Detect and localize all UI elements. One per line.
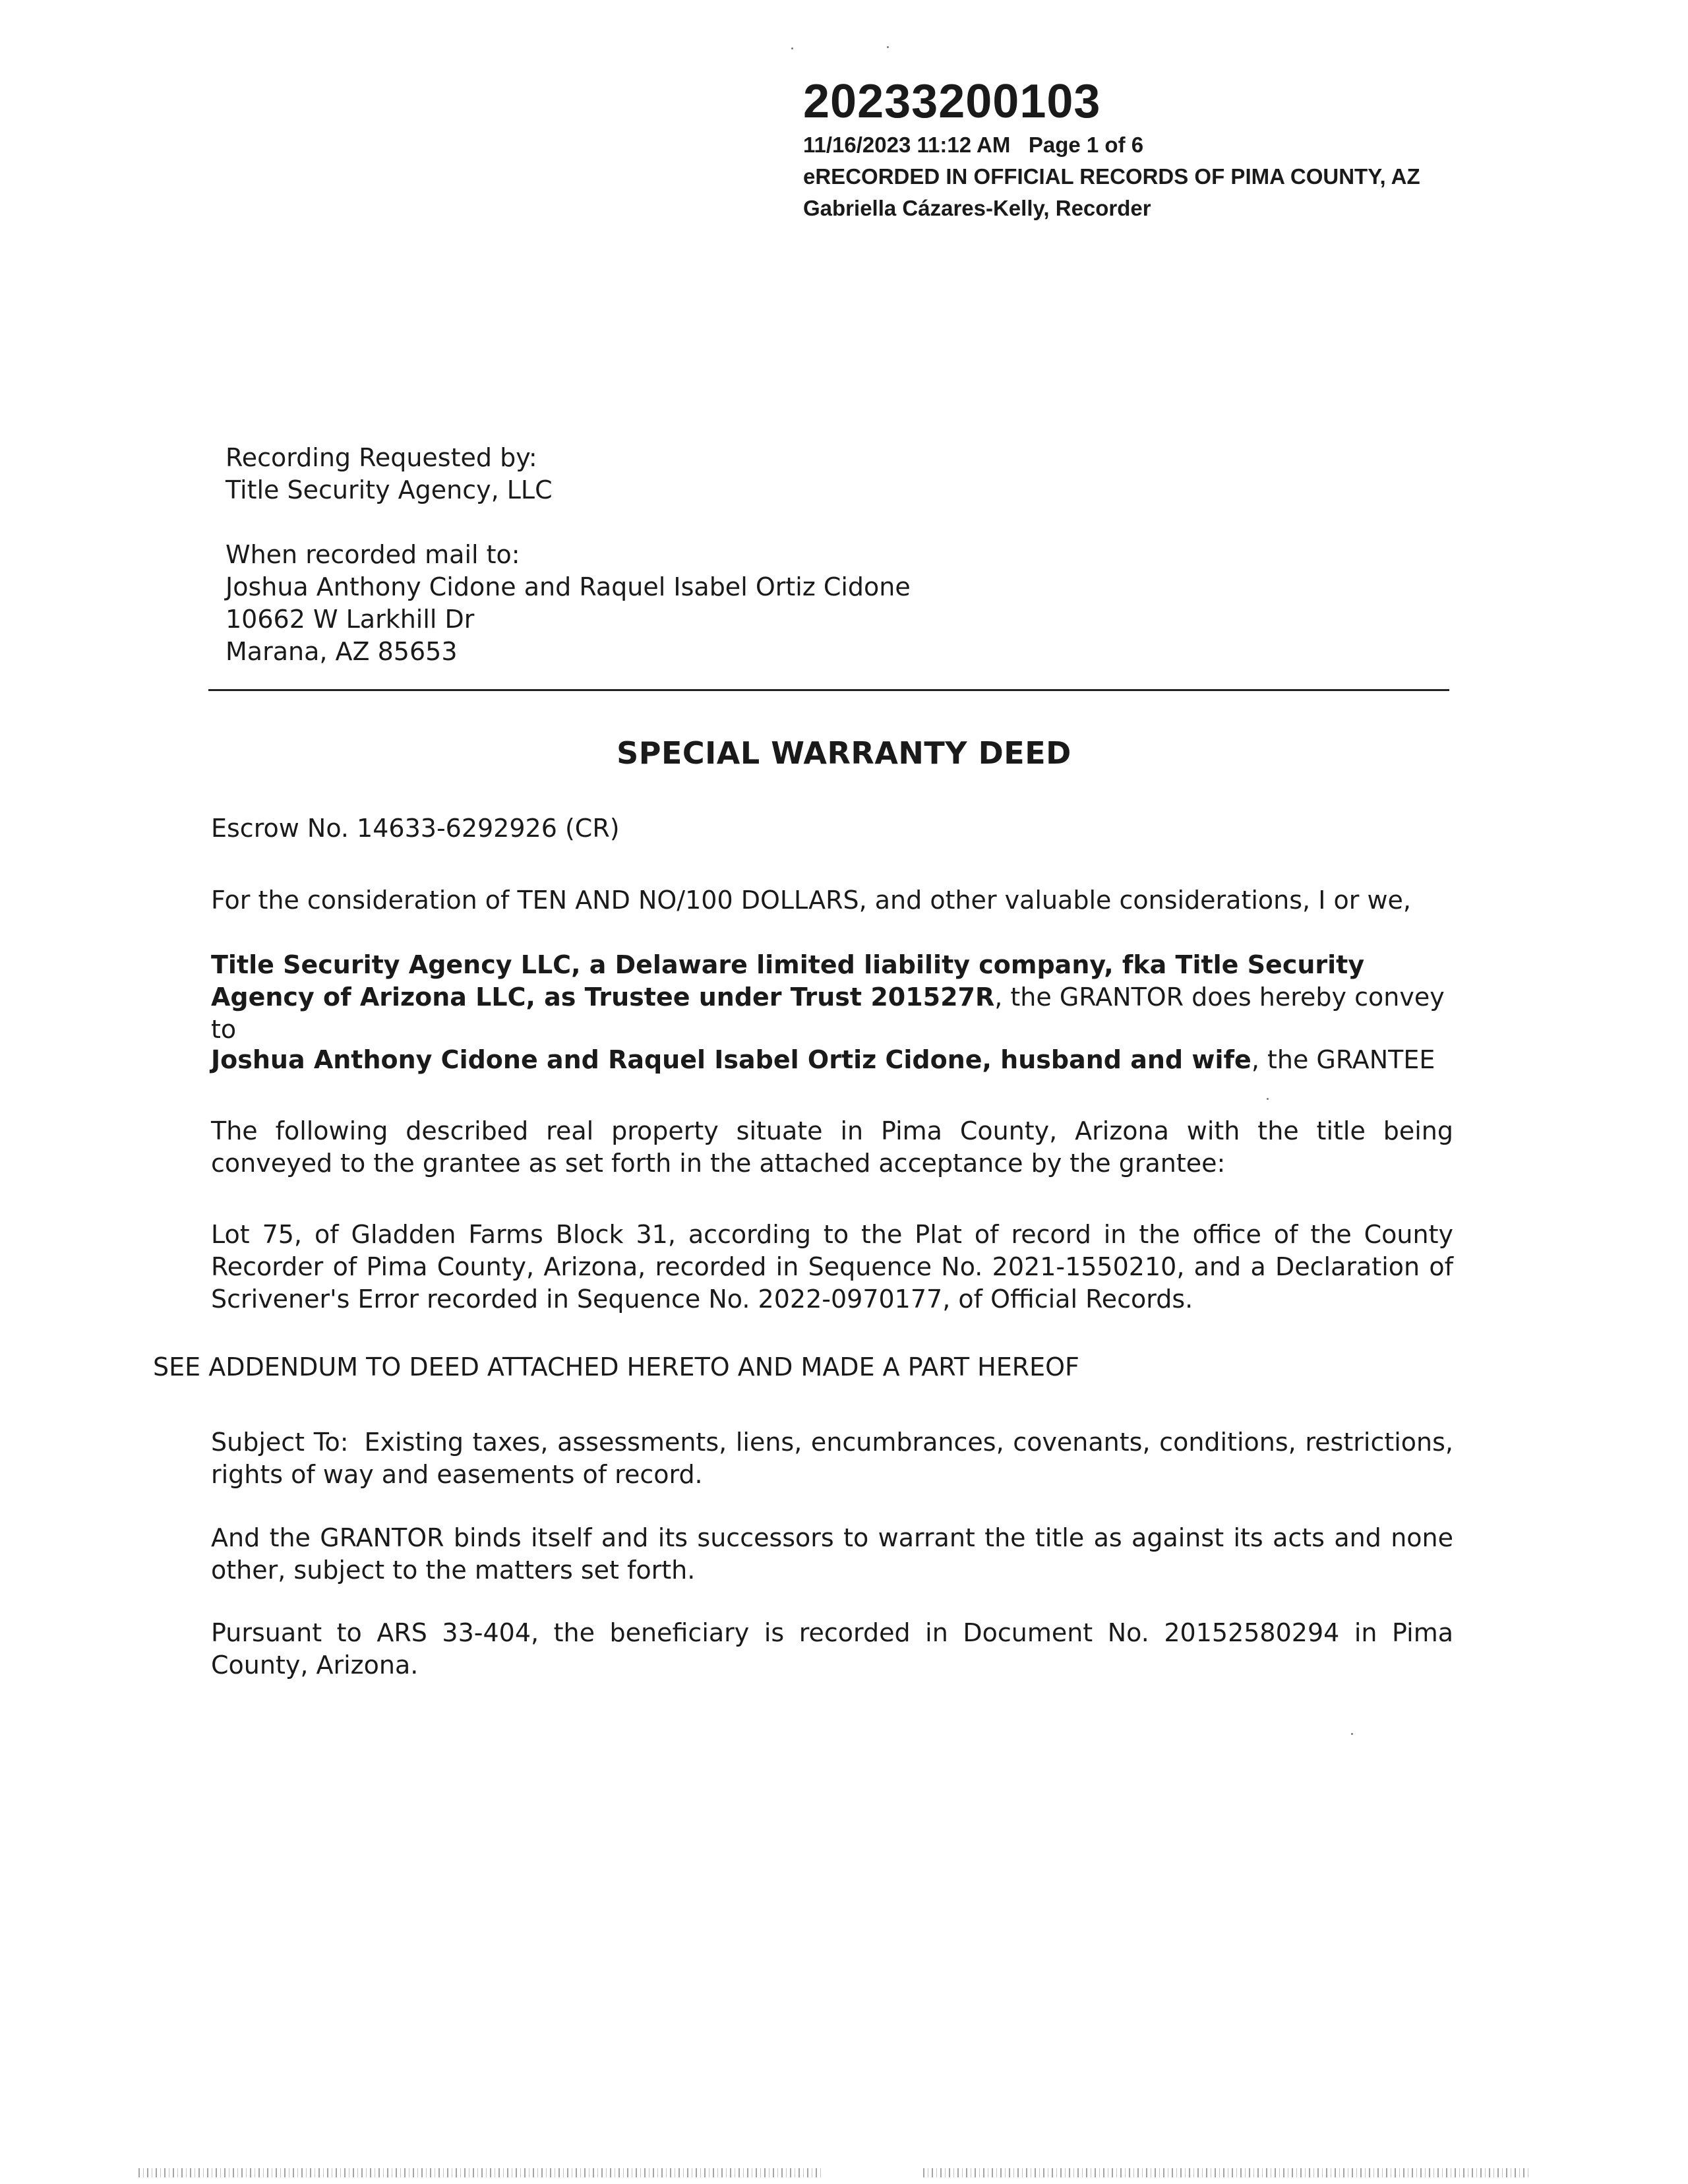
legal-description: Lot 75, of Gladden Farms Block 31, according to the Plat of record in the office of the County Recorder of Pima County, Arizona, recorded in Sequence No. 2021-1550210, and a Declaration of Scrivener's Error recorded in Sequence No. 2022-0970177, of Official Records. xyxy=(211,1220,1453,1314)
recorder-stamp xyxy=(803,74,1420,224)
header-divider xyxy=(208,689,1449,691)
document-number: 20233200103 xyxy=(803,75,1101,128)
subject-to-text: Existing taxes, assessments, liens, encumbrances, covenants, conditions, restrictions, rights of way and easements of record. xyxy=(211,1428,1453,1489)
recording-requested-label: Recording Requested by: xyxy=(226,443,537,472)
property-intro: The following described real property situate in Pima County, Arizona with the title being conveyed to the grantee as set forth in the attached acceptance by the grantee: xyxy=(211,1116,1453,1178)
recorder-name: Gabriella Cázares-Kelly, Recorder xyxy=(803,196,1151,220)
scan-noise-right xyxy=(923,2168,1530,2177)
addendum-notice: SEE ADDENDUM TO DEED ATTACHED HERETO AND MADE A PART HEREOF xyxy=(153,1352,1079,1381)
mail-to-street: 10662 W Larkhill Dr xyxy=(226,605,475,634)
deed-title: SPECIAL WARRANTY DEED xyxy=(617,735,1071,771)
grantor-conveyance: , the GRANTOR does hereby convey to xyxy=(211,983,1445,1044)
grantor-name: Title Security Agency LLC, a Delaware limited liability company, fka Title Security Agency of Arizona LLC, as Trustee under Trust 201527R xyxy=(211,950,1365,1012)
recording-requested-block xyxy=(226,442,553,506)
scan-speck xyxy=(791,47,793,49)
beneficiary-clause: Pursuant to ARS 33-404, the beneficiary is recorded in Document No. 20152580294 in Pima County, Arizona. xyxy=(211,1618,1453,1680)
recording-requested-by: Title Security Agency, LLC xyxy=(226,475,553,504)
grantee-name: Joshua Anthony Cidone and Raquel Isabel Ortiz Cidone, husband and wife xyxy=(211,1045,1251,1074)
subject-to-clause xyxy=(211,1426,1453,1491)
scan-speck xyxy=(1267,1098,1269,1100)
scan-speck xyxy=(887,46,889,48)
warranty-clause: And the GRANTOR binds itself and its successors to warrant the title as against its acts and none other, subject to the matters set forth. xyxy=(211,1523,1453,1585)
scan-noise-left xyxy=(138,2168,824,2177)
recorded-official-records: eRECORDED IN OFFICIAL RECORDS OF PIMA COUNTY, AZ xyxy=(803,164,1420,189)
mail-to-label: When recorded mail to: xyxy=(226,540,520,569)
mail-to-block xyxy=(226,539,911,668)
subject-to-label: Subject To: xyxy=(211,1428,349,1457)
grantee-label: , the GRANTEE xyxy=(1251,1045,1435,1074)
consideration-clause: For the consideration of TEN AND NO/100 DOLLARS, and other valuable considerations, I or we, xyxy=(211,886,1411,915)
grantor-clause xyxy=(211,949,1453,1046)
recording-date-page: 11/16/2023 11:12 AM Page 1 of 6 xyxy=(803,133,1144,157)
grantee-clause xyxy=(211,1044,1453,1076)
scan-speck xyxy=(1351,1733,1353,1735)
escrow-number: Escrow No. 14633-6292926 (CR) xyxy=(211,814,620,843)
mail-to-name: Joshua Anthony Cidone and Raquel Isabel Ortiz Cidone xyxy=(226,572,911,601)
mail-to-city: Marana, AZ 85653 xyxy=(226,637,458,666)
